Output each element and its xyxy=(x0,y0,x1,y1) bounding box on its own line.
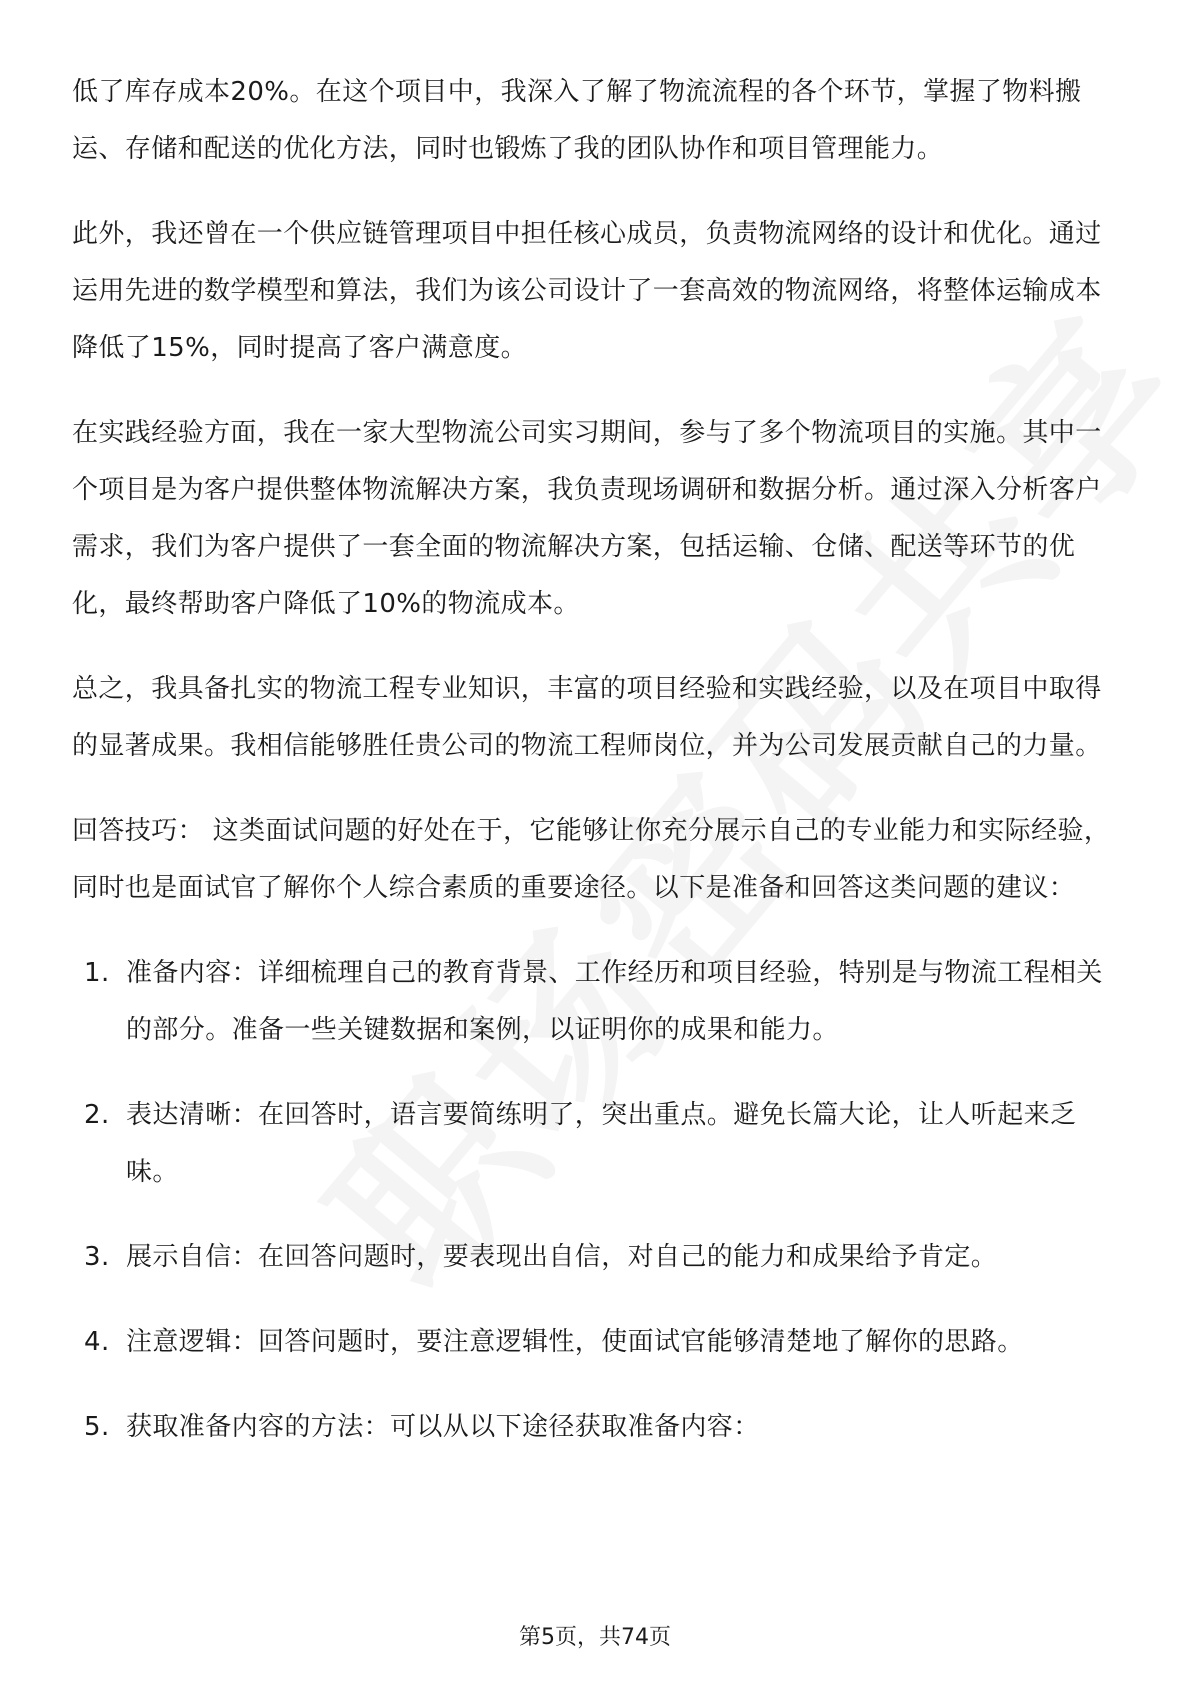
list-item-number: 1. xyxy=(84,958,110,988)
document-body xyxy=(72,64,1122,1456)
tips-list xyxy=(72,945,1122,1456)
paragraph-practice: 在实践经验方面，我在一家大型物流公司实习期间，参与了多个物流项目的实施。其中一个项目是为客户提供整体物流解决方案，我负责现场调研和数据分析。通过深入分析客户需求，我们为客户提供了一套全面的物流解决方案，包括运输、仓储、配送等环节的优化，最终帮助客户降低了10%的物流成本。 xyxy=(72,418,1102,619)
list-item-text: 准备内容：详细梳理自己的教育背景、工作经历和项目经验，特别是与物流工程相关的部分。准备一些关键数据和案例，以证明你的成果和能力。 xyxy=(126,958,1103,1045)
list-item-text: 获取准备内容的方法：可以从以下途径获取准备内容： xyxy=(126,1412,760,1442)
list-item xyxy=(72,1399,1122,1456)
list-item xyxy=(72,1314,1122,1371)
list-item-number: 5. xyxy=(84,1412,110,1442)
list-item xyxy=(72,1229,1122,1286)
list-item xyxy=(72,1087,1122,1201)
list-item-number: 2. xyxy=(84,1100,110,1130)
paragraph-supply-chain: 此外，我还曾在一个供应链管理项目中担任核心成员，负责物流网络的设计和优化。通过运用先进的数学模型和算法，我们为该公司设计了一套高效的物流网络，将整体运输成本降低了15%，同时提高了客户满意度。 xyxy=(72,219,1102,363)
list-item-number: 4. xyxy=(84,1327,110,1357)
page-number-footer: 第5页，共74页 xyxy=(519,1625,671,1650)
paragraph-answer-tips: 回答技巧： 这类面试问题的好处在于，它能够让你充分展示自己的专业能力和实际经验，同时也是面试官了解你个人综合素质的重要途径。以下是准备和回答这类问题的建议： xyxy=(72,816,1111,903)
list-item-text: 展示自信：在回答问题时，要表现出自信，对自己的能力和成果给予肯定。 xyxy=(126,1242,998,1272)
list-item xyxy=(72,945,1122,1059)
list-item-text: 注意逻辑：回答问题时，要注意逻辑性，使面试官能够清楚地了解你的思路。 xyxy=(126,1327,1024,1357)
paragraph-inventory-cost: 低了库存成本20%。在这个项目中，我深入了解了物流流程的各个环节，掌握了物料搬运、存储和配送的优化方法，同时也锻炼了我的团队协作和项目管理能力。 xyxy=(72,77,1082,164)
list-item-number: 3. xyxy=(84,1242,110,1272)
paragraph-summary: 总之，我具备扎实的物流工程专业知识，丰富的项目经验和实践经验，以及在项目中取得的显著成果。我相信能够胜任贵公司的物流工程师岗位，并为公司发展贡献自己的力量。 xyxy=(72,674,1102,761)
list-item-text: 表达清晰：在回答时，语言要简练明了，突出重点。避免长篇大论，让人听起来乏味。 xyxy=(126,1100,1077,1187)
